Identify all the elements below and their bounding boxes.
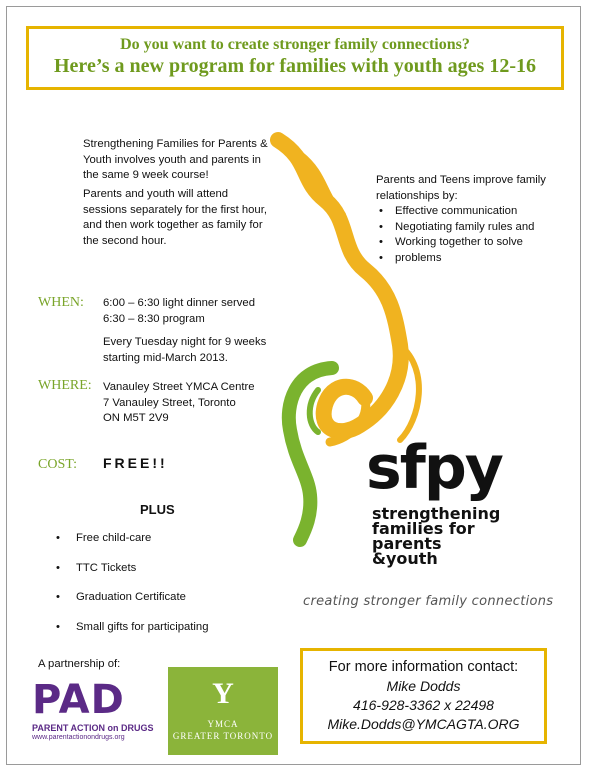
list-item: • Graduation Certificate [56, 591, 186, 603]
when-schedule: Every Tuesday night for 9 weeks starting mid-March 2013. [103, 336, 267, 364]
parents-teens-block: Parents and Teens improve family relationships by: • Effective communication • Negotiating family rules and • Working together to solve • problems [376, 173, 571, 266]
header-box [26, 26, 564, 90]
header-program: Here’s a new program for families with youth ages 12-16 [54, 55, 536, 77]
sfpy-subtitle: strengthening families for parents &youth [372, 504, 501, 568]
ymca-region: GREATER TORONTO [172, 731, 274, 741]
list-item: • Effective communication [376, 204, 571, 220]
when-label: WHEN: [38, 295, 84, 310]
contact-box [300, 648, 547, 744]
plus-title: PLUS [140, 502, 175, 517]
pad-letters: PAD [32, 677, 125, 723]
ymca-y-letter: Y [212, 677, 234, 710]
cost-value: FREE!! [103, 455, 168, 471]
ymca-name: YMCA [207, 719, 239, 729]
contact-name: Mike Dodds [386, 678, 461, 694]
header-question: Do you want to create stronger family connections? [120, 36, 470, 53]
list-item: • Working together to solve [376, 235, 571, 251]
intro-paragraph-1: Strengthening Families for Parents & Youth involves youth and parents in the same 9 week course! [83, 138, 268, 181]
sfpy-tagline: creating stronger family connections [303, 594, 554, 609]
pad-name: PARENT ACTION on DRUGS [32, 723, 154, 733]
where-label: WHERE: [38, 378, 92, 393]
parents-teens-heading: Parents and Teens improve family [376, 174, 546, 186]
list-item: • TTC Tickets [56, 562, 137, 574]
contact-phone: 416-928-3362 x 22498 [353, 697, 494, 713]
partnership-label: A partnership of: [38, 658, 121, 670]
list-item: • Free child-care [56, 532, 152, 544]
when-times: 6:00 – 6:30 light dinner served 6:30 – 8:30 program [103, 297, 255, 325]
pad-logo [32, 677, 162, 748]
cost-label: COST: [38, 457, 77, 472]
contact-title: For more information contact: [328, 659, 519, 675]
list-item: • Negotiating family rules and [376, 220, 571, 236]
pad-url: www.parentactionondrugs.org [32, 734, 125, 741]
ymca-logo [168, 667, 278, 755]
intro-paragraph-2: Parents and youth will attend sessions separately for the first hour, and then work together as family for the second hour. [83, 188, 267, 247]
where-address: Vanauley Street YMCA Centre 7 Vanauley Street, Toronto ON M5T 2V9 [103, 381, 255, 424]
list-item-continued: • problems [376, 251, 571, 267]
sfpy-wordmark: sfpy [366, 433, 502, 503]
contact-email: Mike.Dodds@YMCAGTA.ORG [327, 716, 520, 732]
list-item: • Small gifts for participating [56, 621, 209, 633]
